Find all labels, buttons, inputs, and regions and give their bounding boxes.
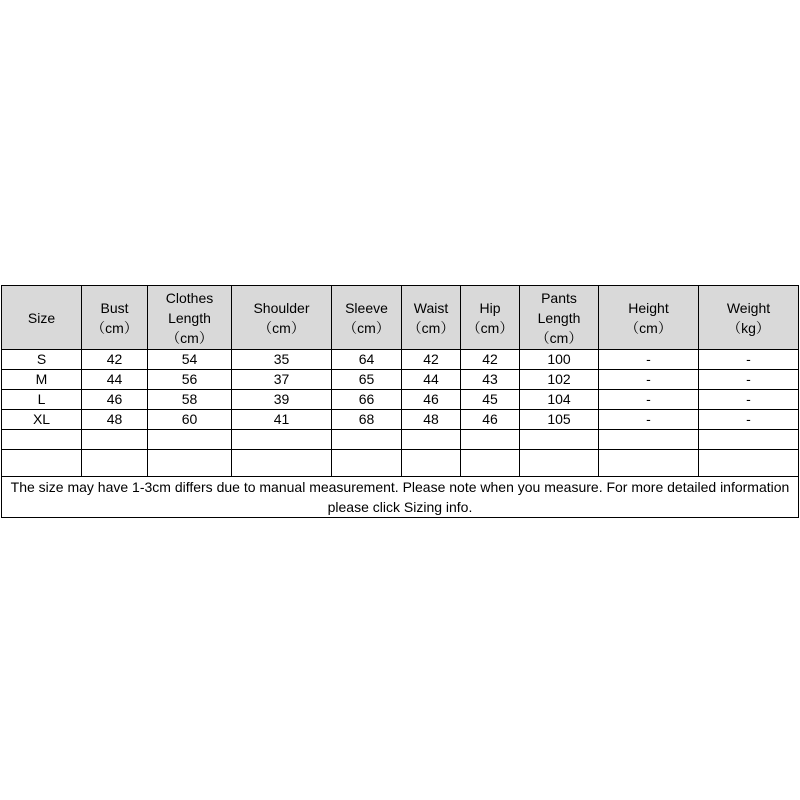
cell-bust: 42 <box>82 350 148 370</box>
cell-pants-length: 102 <box>520 370 599 390</box>
header-weight <box>699 286 799 350</box>
header-weight-label: Weight <box>726 299 771 316</box>
cell-height: - <box>599 350 699 370</box>
cell-sleeve: 65 <box>332 370 402 390</box>
header-pants-length <box>520 286 599 350</box>
cell-empty <box>461 430 520 450</box>
cell-pants-length: 105 <box>520 410 599 430</box>
cell-hip: 45 <box>461 390 520 410</box>
cell-waist: 44 <box>402 370 461 390</box>
cell-hip: 46 <box>461 410 520 430</box>
header-sleeve <box>332 286 402 350</box>
header-bust <box>82 286 148 350</box>
cell-empty <box>332 450 402 477</box>
cell-pants-length: 104 <box>520 390 599 410</box>
cell-shoulder: 41 <box>232 410 332 430</box>
table-row <box>2 370 799 390</box>
header-shoulder-unit: （cm） <box>258 319 305 336</box>
header-hip-label: Hip <box>479 299 501 316</box>
cell-clothes-length: 54 <box>148 350 232 370</box>
cell-shoulder: 35 <box>232 350 332 370</box>
cell-empty <box>461 450 520 477</box>
header-clothes-length-unit: （cm） <box>166 329 213 346</box>
cell-bust: 46 <box>82 390 148 410</box>
header-row <box>2 286 799 350</box>
header-size-label: Size <box>27 309 56 326</box>
table-row-empty <box>2 450 799 477</box>
header-shoulder <box>232 286 332 350</box>
cell-empty <box>402 450 461 477</box>
cell-waist: 48 <box>402 410 461 430</box>
cell-waist: 42 <box>402 350 461 370</box>
cell-size: L <box>2 390 82 410</box>
header-pants-length-label-2: Length <box>537 309 581 326</box>
header-pants-length-label: Pants <box>541 289 577 306</box>
header-clothes-length-label: Clothes <box>165 289 214 306</box>
cell-empty <box>332 430 402 450</box>
cell-waist: 46 <box>402 390 461 410</box>
header-hip-unit: （cm） <box>466 319 514 336</box>
header-waist-unit: （cm） <box>407 319 455 336</box>
header-clothes-length-label-2: Length <box>168 309 211 326</box>
cell-empty <box>402 430 461 450</box>
cell-sleeve: 66 <box>332 390 402 410</box>
table-row <box>2 390 799 410</box>
cell-hip: 42 <box>461 350 520 370</box>
cell-empty <box>520 430 599 450</box>
cell-empty <box>148 430 232 450</box>
cell-empty <box>2 430 82 450</box>
cell-clothes-length: 56 <box>148 370 232 390</box>
header-bust-unit: （cm） <box>91 319 138 336</box>
table-row <box>2 350 799 370</box>
cell-height: - <box>599 410 699 430</box>
table-row-empty <box>2 430 799 450</box>
cell-empty <box>699 430 799 450</box>
cell-clothes-length: 60 <box>148 410 232 430</box>
cell-hip: 43 <box>461 370 520 390</box>
header-hip <box>461 286 520 350</box>
cell-empty <box>82 430 148 450</box>
header-height-unit: （cm） <box>625 319 672 336</box>
header-waist <box>402 286 461 350</box>
cell-bust: 44 <box>82 370 148 390</box>
note-row <box>2 477 799 518</box>
cell-weight: - <box>699 390 799 410</box>
size-chart-table <box>1 285 799 518</box>
header-clothes-length <box>148 286 232 350</box>
cell-size: S <box>2 350 82 370</box>
cell-empty <box>148 450 232 477</box>
header-size <box>2 286 82 350</box>
cell-sleeve: 64 <box>332 350 402 370</box>
cell-size: XL <box>2 410 82 430</box>
cell-sleeve: 68 <box>332 410 402 430</box>
cell-size: M <box>2 370 82 390</box>
cell-shoulder: 39 <box>232 390 332 410</box>
cell-weight: - <box>699 370 799 390</box>
cell-empty <box>82 450 148 477</box>
cell-empty <box>699 450 799 477</box>
cell-bust: 48 <box>82 410 148 430</box>
header-pants-length-unit: （cm） <box>535 329 583 346</box>
header-height <box>599 286 699 350</box>
cell-weight: - <box>699 350 799 370</box>
header-bust-label: Bust <box>100 299 129 316</box>
cell-height: - <box>599 390 699 410</box>
header-height-label: Height <box>628 299 669 316</box>
cell-empty <box>520 450 599 477</box>
cell-empty <box>232 430 332 450</box>
cell-empty <box>599 430 699 450</box>
cell-empty <box>2 450 82 477</box>
header-sleeve-label: Sleeve <box>345 299 388 316</box>
cell-empty <box>232 450 332 477</box>
header-sleeve-unit: （cm） <box>343 319 390 336</box>
cell-shoulder: 37 <box>232 370 332 390</box>
header-weight-unit: （kg） <box>727 319 770 336</box>
cell-weight: - <box>699 410 799 430</box>
table-row <box>2 410 799 430</box>
measurement-note: The size may have 1-3cm differs due to manual measurement. Please note when you measure. For more detailed information please click Sizing info. <box>2 477 799 518</box>
cell-empty <box>599 450 699 477</box>
header-waist-label: Waist <box>413 299 449 316</box>
cell-height: - <box>599 370 699 390</box>
header-shoulder-label: Shoulder <box>253 299 310 316</box>
cell-clothes-length: 58 <box>148 390 232 410</box>
cell-pants-length: 100 <box>520 350 599 370</box>
